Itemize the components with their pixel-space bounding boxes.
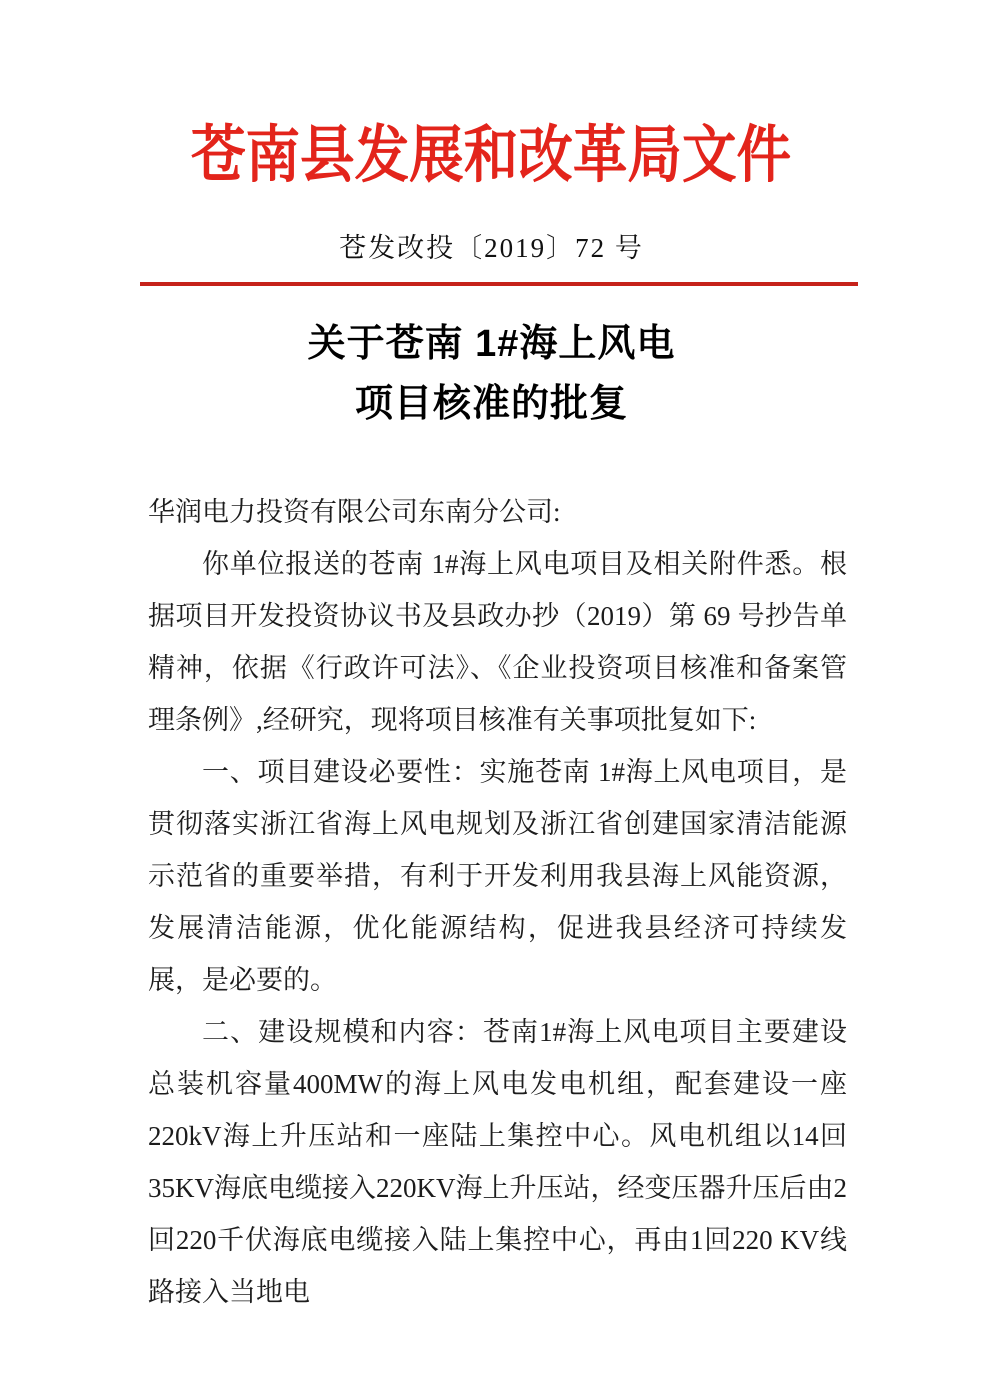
paragraph-3: 二、建设规模和内容：苍南1#海上风电项目主要建设总装机容量400MW的海上风电发电机组，配套建设一座220kV海上升压站和一座陆上集控中心。风电机组以14回35KV海底电缆接入220KV海上升压站，经变压器升压后由2回220千伏海底电缆接入陆上集控中心，再由1回220 KV线路接入当地电 [148, 1017, 847, 1307]
document-title-line1: 关于苍南 1#海上风电 [307, 323, 676, 365]
document-number: 苍发改投〔2019〕72 号 [339, 233, 644, 263]
document-body [0, 486, 983, 1318]
document-title-line2: 项目核准的批复 [354, 383, 628, 425]
salutation: 华润电力投资有限公司东南分公司: [148, 497, 561, 527]
paragraph-1: 你单位报送的苍南 1#海上风电项目及相关附件悉。根据项目开发投资协议书及县政办抄（2019）第 69 号抄告单精神，依据《行政许可法》、《企业投资项目核准和备案管理条例》,经研究，现将项目核准有关事项批复如下: [148, 549, 847, 735]
agency-letterhead [0, 0, 983, 190]
document-title [0, 314, 983, 434]
red-divider-line [140, 282, 858, 286]
agency-title: 苍南县发展和改革局文件 [191, 122, 792, 190]
paragraph-2: 一、项目建设必要性：实施苍南 1#海上风电项目，是贯彻落实浙江省海上风电规划及浙江省创建国家清洁能源示范省的重要举措，有利于开发利用我县海上风能资源，发展清洁能源，优化能源结构，促进我县经济可持续发展，是必要的。 [148, 757, 847, 995]
